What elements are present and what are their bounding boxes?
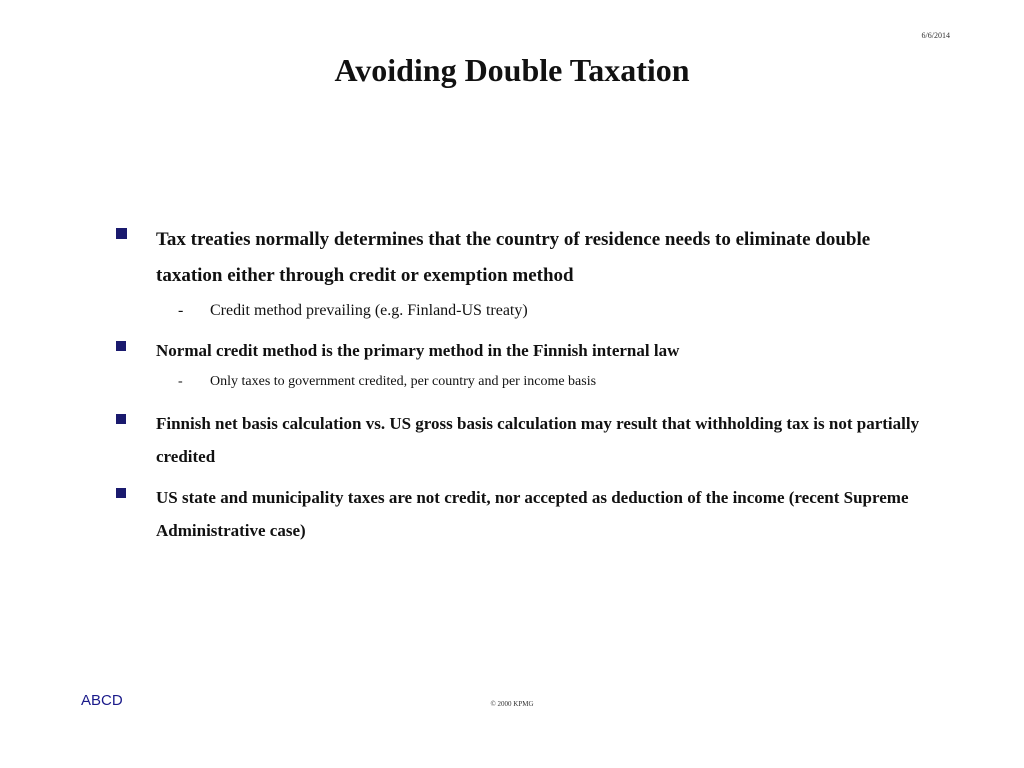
slide-title: Avoiding Double Taxation [334,52,690,88]
sub-bullet-item [112,369,922,395]
slide-content [112,222,922,547]
company-logo: ABCD [81,692,123,709]
bullet-item [112,481,922,547]
copyright-notice: © 2000 KPMG [490,700,534,708]
sub-bullet-item [112,298,922,324]
square-bullet-icon [116,228,127,239]
bullet-item [112,334,922,367]
square-bullet-icon [116,488,126,498]
bullet-text: Normal credit method is the primary method in the Finnish internal law [156,341,680,360]
sub-bullet-text: Only taxes to government credited, per country and per income basis [210,374,597,389]
dash-marker: - [178,374,183,389]
bullet-text: Tax treaties normally determines that the country of residence needs to eliminate double taxation either through credit or exemption method [156,229,871,286]
bullet-text: US state and municipality taxes are not credit, nor accepted as deduction of the income (recent Supreme Administrative case) [156,488,909,540]
dash-marker: - [178,302,184,319]
sub-bullet-text: Credit method prevailing (e.g. Finland-US treaty) [210,302,528,319]
bullet-item [112,407,922,473]
square-bullet-icon [116,341,126,351]
square-bullet-icon [116,414,126,424]
slide-date: 6/6/2014 [921,31,950,40]
bullet-text: Finnish net basis calculation vs. US gross basis calculation may result that withholding tax is not partially credited [156,414,920,466]
bullet-item [112,222,922,294]
